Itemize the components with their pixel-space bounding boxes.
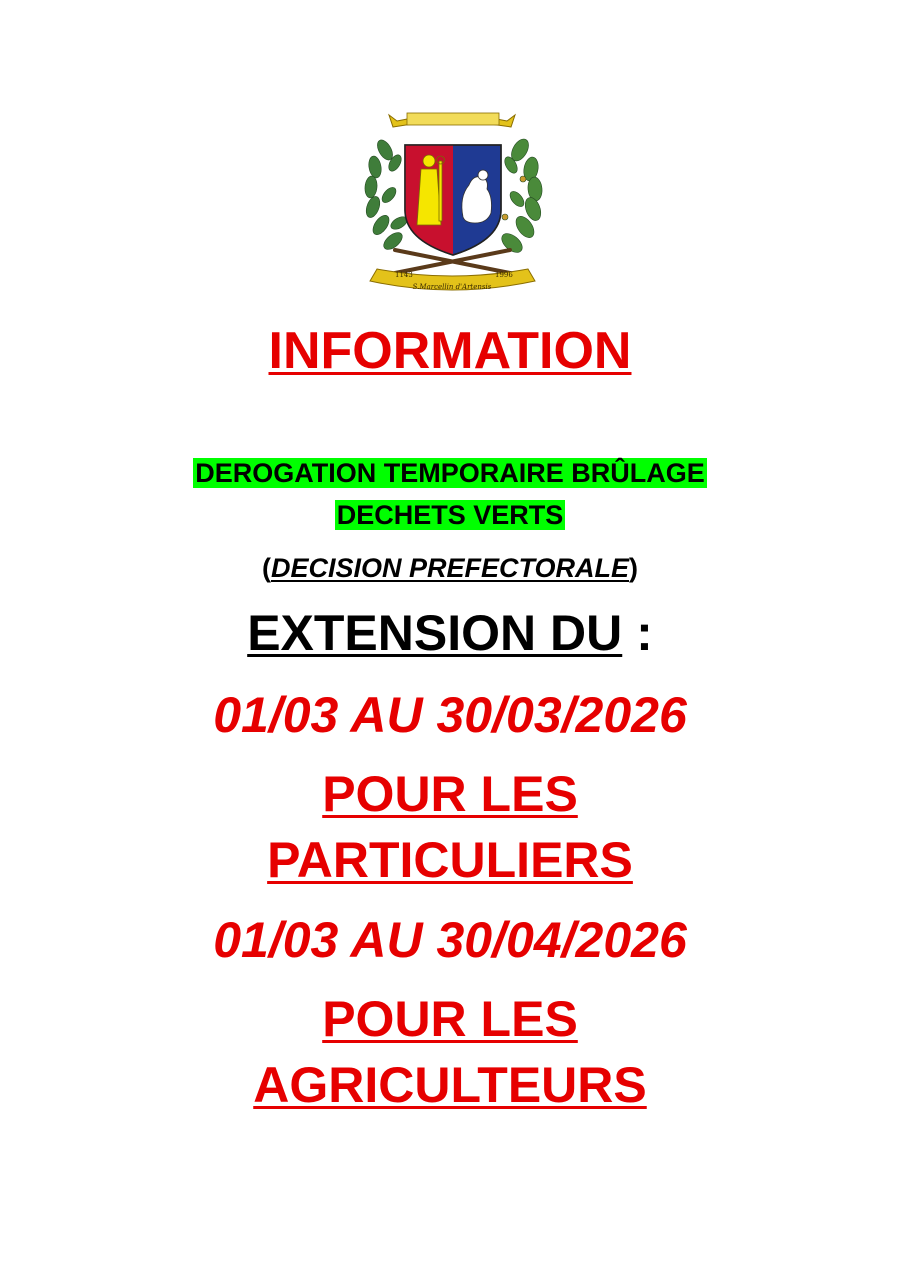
crest-year-right: 1996 (495, 271, 513, 279)
decision-text: DECISION PREFECTORALE (270, 553, 630, 583)
extension-heading (0, 600, 900, 666)
audience-agriculteurs-line-2 (0, 1055, 900, 1115)
audience-agriculteurs-line-1 (0, 989, 900, 1049)
paren-open: ( (261, 553, 271, 583)
extension-colon: : (622, 605, 653, 661)
audience-agriculteurs-line-2-text: AGRICULTEURS (253, 1057, 647, 1113)
notice-title-text: INFORMATION (268, 322, 632, 380)
subject-line-1 (0, 455, 900, 491)
decision-line (0, 548, 900, 588)
audience-particuliers-line-2-text: PARTICULIERS (267, 832, 633, 888)
subject-line-2 (0, 497, 900, 533)
audience-agriculteurs-line-1-text: POUR LES (322, 991, 578, 1047)
notice-title (0, 318, 900, 384)
subject-line-2-text: DECHETS VERTS (336, 500, 564, 530)
coat-of-arms-logo (355, 105, 550, 300)
period-particuliers-text: 01/03 AU 30/03/2026 (213, 687, 687, 743)
period-agriculteurs (0, 907, 900, 973)
subject-line-1-text: DEROGATION TEMPORAIRE BRÛLAGE (195, 458, 705, 488)
period-particuliers (0, 682, 900, 748)
crest-year-left: 1143 (395, 271, 413, 279)
audience-particuliers-line-1-text: POUR LES (322, 766, 578, 822)
audience-particuliers-line-2 (0, 830, 900, 890)
audience-particuliers-line-1 (0, 764, 900, 824)
crest-motto: S.Marcellin d'Artensis (412, 283, 492, 291)
period-agriculteurs-text: 01/03 AU 30/04/2026 (213, 912, 687, 968)
extension-label: EXTENSION DU (247, 605, 623, 661)
paren-close: ) (629, 553, 639, 583)
